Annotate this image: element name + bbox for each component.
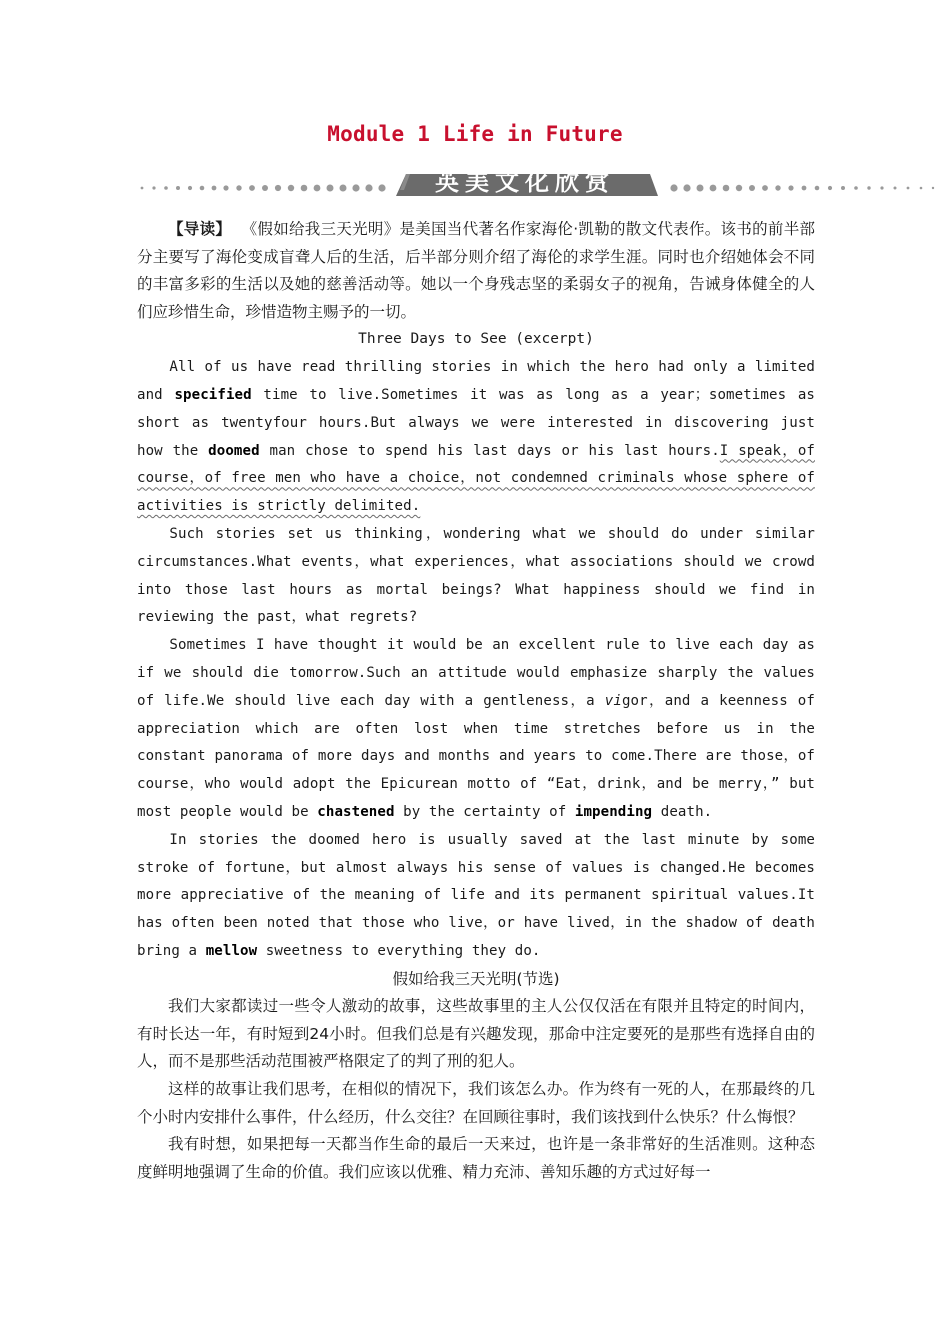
- text-run: by the certainty of: [394, 803, 575, 820]
- text-run: man chose to spend his last days or his last hours.: [259, 442, 720, 459]
- chinese-paragraph-1: 我们大家都读过一些令人激动的故事，这些故事里的主人公仅仅活在有限并且特定的时间内，有时长达一年，有时短到24小时。但我们总是有兴趣发现，那命中注定要死的是那些有选择自由的人，而不是那些活动范围被严格限定了的判了刑的犯人。: [137, 997, 815, 1071]
- text-run: death.: [652, 803, 713, 820]
- article-body: [137, 216, 815, 1186]
- intro-tag: 【导读】: [168, 220, 232, 238]
- text-run: In stories the doomed hero is usually saved at the last minute by some stroke of fortune，but almost always his sense of values is changed.He becomes more appreciative of the meaning of life and its permanent spiritual values.It has often been noted that those who live，or have lived，in the shadow of death bring a: [137, 831, 815, 959]
- text-run: All of us have read thrilling stories in which the hero had only a limited and: [137, 359, 815, 403]
- page-title: Module 1 Life in Future: [327, 122, 623, 146]
- keyword-impending: impending: [574, 803, 653, 820]
- chinese-title: 假如给我三天光明(节选): [392, 969, 560, 988]
- chinese-paragraph-2: 这样的故事让我们思考，在相似的情况下，我们该怎么办。作为终有一死的人，在那最终的几个小时内安排什么事件，什么经历，什么交往？在回顾往事时，我们该找到什么快乐？什么悔恨？: [137, 1080, 815, 1126]
- english-paragraph-3: [137, 632, 815, 827]
- text-run: gor，and a keenness of appreciation which are often lost when time stretches before us in the constant panorama of more days and months and years to come.There are those，of course，who would adopt the Epicurean motto of “Eat，drink，and be merry，” but most people would be: [137, 692, 815, 820]
- intro-text: 《假如给我三天光明》是美国当代著名作家海伦·凯勒的散文代表作。该书的前半部分主要写了海伦变成盲聋人后的生活，后半部分则介绍了海伦的求学生涯。同时也介绍她体会不同的丰富多彩的生活以及她的慈善活动等。她以一个身残志坚的柔弱女子的视角，告诫身体健全的人们应珍惜生命，珍惜造物主赐予的一切。: [137, 220, 815, 321]
- wavy-underlined-sentence: I speak，of course，of free men who have a choice，not condemned criminals whose sphere of activities is strictly delimited.: [137, 442, 815, 515]
- intro-paragraph: [137, 216, 815, 326]
- keyword-mellow: mellow: [205, 942, 258, 959]
- keyword-doomed: doomed: [208, 442, 260, 459]
- keyword-specified: specified: [174, 386, 252, 403]
- keyword-chastened: chastened: [317, 803, 395, 820]
- english-paragraph-4: [137, 827, 815, 966]
- text-run: time to live.Sometimes it was as long as a year；sometimes as short as twentyfour hours.But always we were interested in discovering just how the: [137, 386, 815, 459]
- right-dots: [670, 184, 934, 191]
- left-dots: [141, 184, 386, 191]
- english-paragraph-1: [137, 354, 815, 521]
- italic-run: vi: [604, 692, 622, 709]
- chinese-paragraph-3: 我有时想，如果把每一天都当作生命的最后一天来过，也许是一条非常好的生活准则。这种态度鲜明地强调了生命的价值。我们应该以优雅、精力充沛、善知乐趣的方式过好每一: [137, 1135, 815, 1181]
- text-run: sweetness to everything they do.: [257, 942, 541, 959]
- banner-label: 英美文化欣赏: [435, 168, 615, 196]
- english-paragraph-2: Such stories set us thinking，wondering what we should do under similar circumstances.What events，what experiences，what associations should we crowd into those last hours as mortal beings? What happiness should we find in reviewing the past，what regrets?: [137, 525, 815, 626]
- section-banner: [138, 166, 938, 200]
- text-run: Sometimes I have thought it would be an excellent rule to live each day as if we should die tomorrow.Such an attitude would emphasize sharply the values of life.We should live each day with a gentleness，a: [137, 637, 815, 709]
- english-title: Three Days to See (excerpt): [358, 331, 594, 348]
